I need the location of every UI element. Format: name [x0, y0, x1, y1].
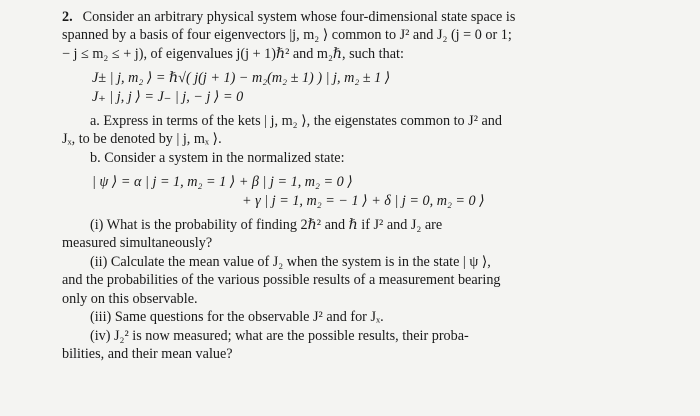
- state-equation-line-1: | ψ ⟩ = α | j = 1, m₂ = 1 ⟩ + β | j = 1, m₂ = 0 ⟩: [92, 174, 353, 191]
- ladder-boundary-equation: J₊ | j, j ⟩ = J₋ | j, − j ⟩ = 0: [92, 88, 244, 105]
- ladder-equation: J± | j, m₂ ⟩ = ℏ√( j(j + 1) − m₂(m₂ ± 1) ) | j, m₂ ± 1 ⟩: [92, 70, 391, 87]
- intro-line-3: − j ≤ m₂ ≤ + j), of eigenvalues j(j + 1)ℏ² and m₂ℏ, such that:: [62, 45, 404, 62]
- part-a-line-2: Jₓ, to be denoted by | j, mₓ ⟩.: [62, 131, 222, 148]
- question-ii-line-3: only on this observable.: [62, 290, 198, 307]
- intro-line-1: 2. Consider an arbitrary physical system whose four-dimensional state space is: [62, 9, 516, 25]
- question-iv-line-1: (iv) J₂² is now measured; what are the possible results, their proba-: [90, 327, 469, 344]
- question-ii-line-2: and the probabilities of the various possible results of a measurement bearing: [62, 272, 501, 289]
- question-i-line-1: (i) What is the probability of finding 2ℏ² and ℏ if J² and J₂ are: [90, 217, 443, 234]
- question-iv-line-2: bilities, and their mean value?: [62, 345, 233, 362]
- state-equation-line-2: + γ | j = 1, m₂ = − 1 ⟩ + δ | j = 0, m₂ = 0 ⟩: [242, 192, 485, 209]
- question-iii: (iii) Same questions for the observable J² and for Jₓ.: [90, 309, 384, 326]
- question-ii-line-1: (ii) Calculate the mean value of J₂ when the system is in the state | ψ ⟩,: [90, 253, 491, 270]
- question-i-line-2: measured simultaneously?: [62, 235, 213, 252]
- part-b: b. Consider a system in the normalized state:: [90, 149, 345, 166]
- problem-number: 2.: [62, 9, 73, 25]
- intro-line-2: spanned by a basis of four eigenvectors |j, m₂ ⟩ common to J² and J₂ (j = 0 or 1;: [62, 27, 512, 44]
- part-a-line-1: a. Express in terms of the kets | j, m₂ ⟩, the eigenstates common to J² and: [90, 113, 502, 130]
